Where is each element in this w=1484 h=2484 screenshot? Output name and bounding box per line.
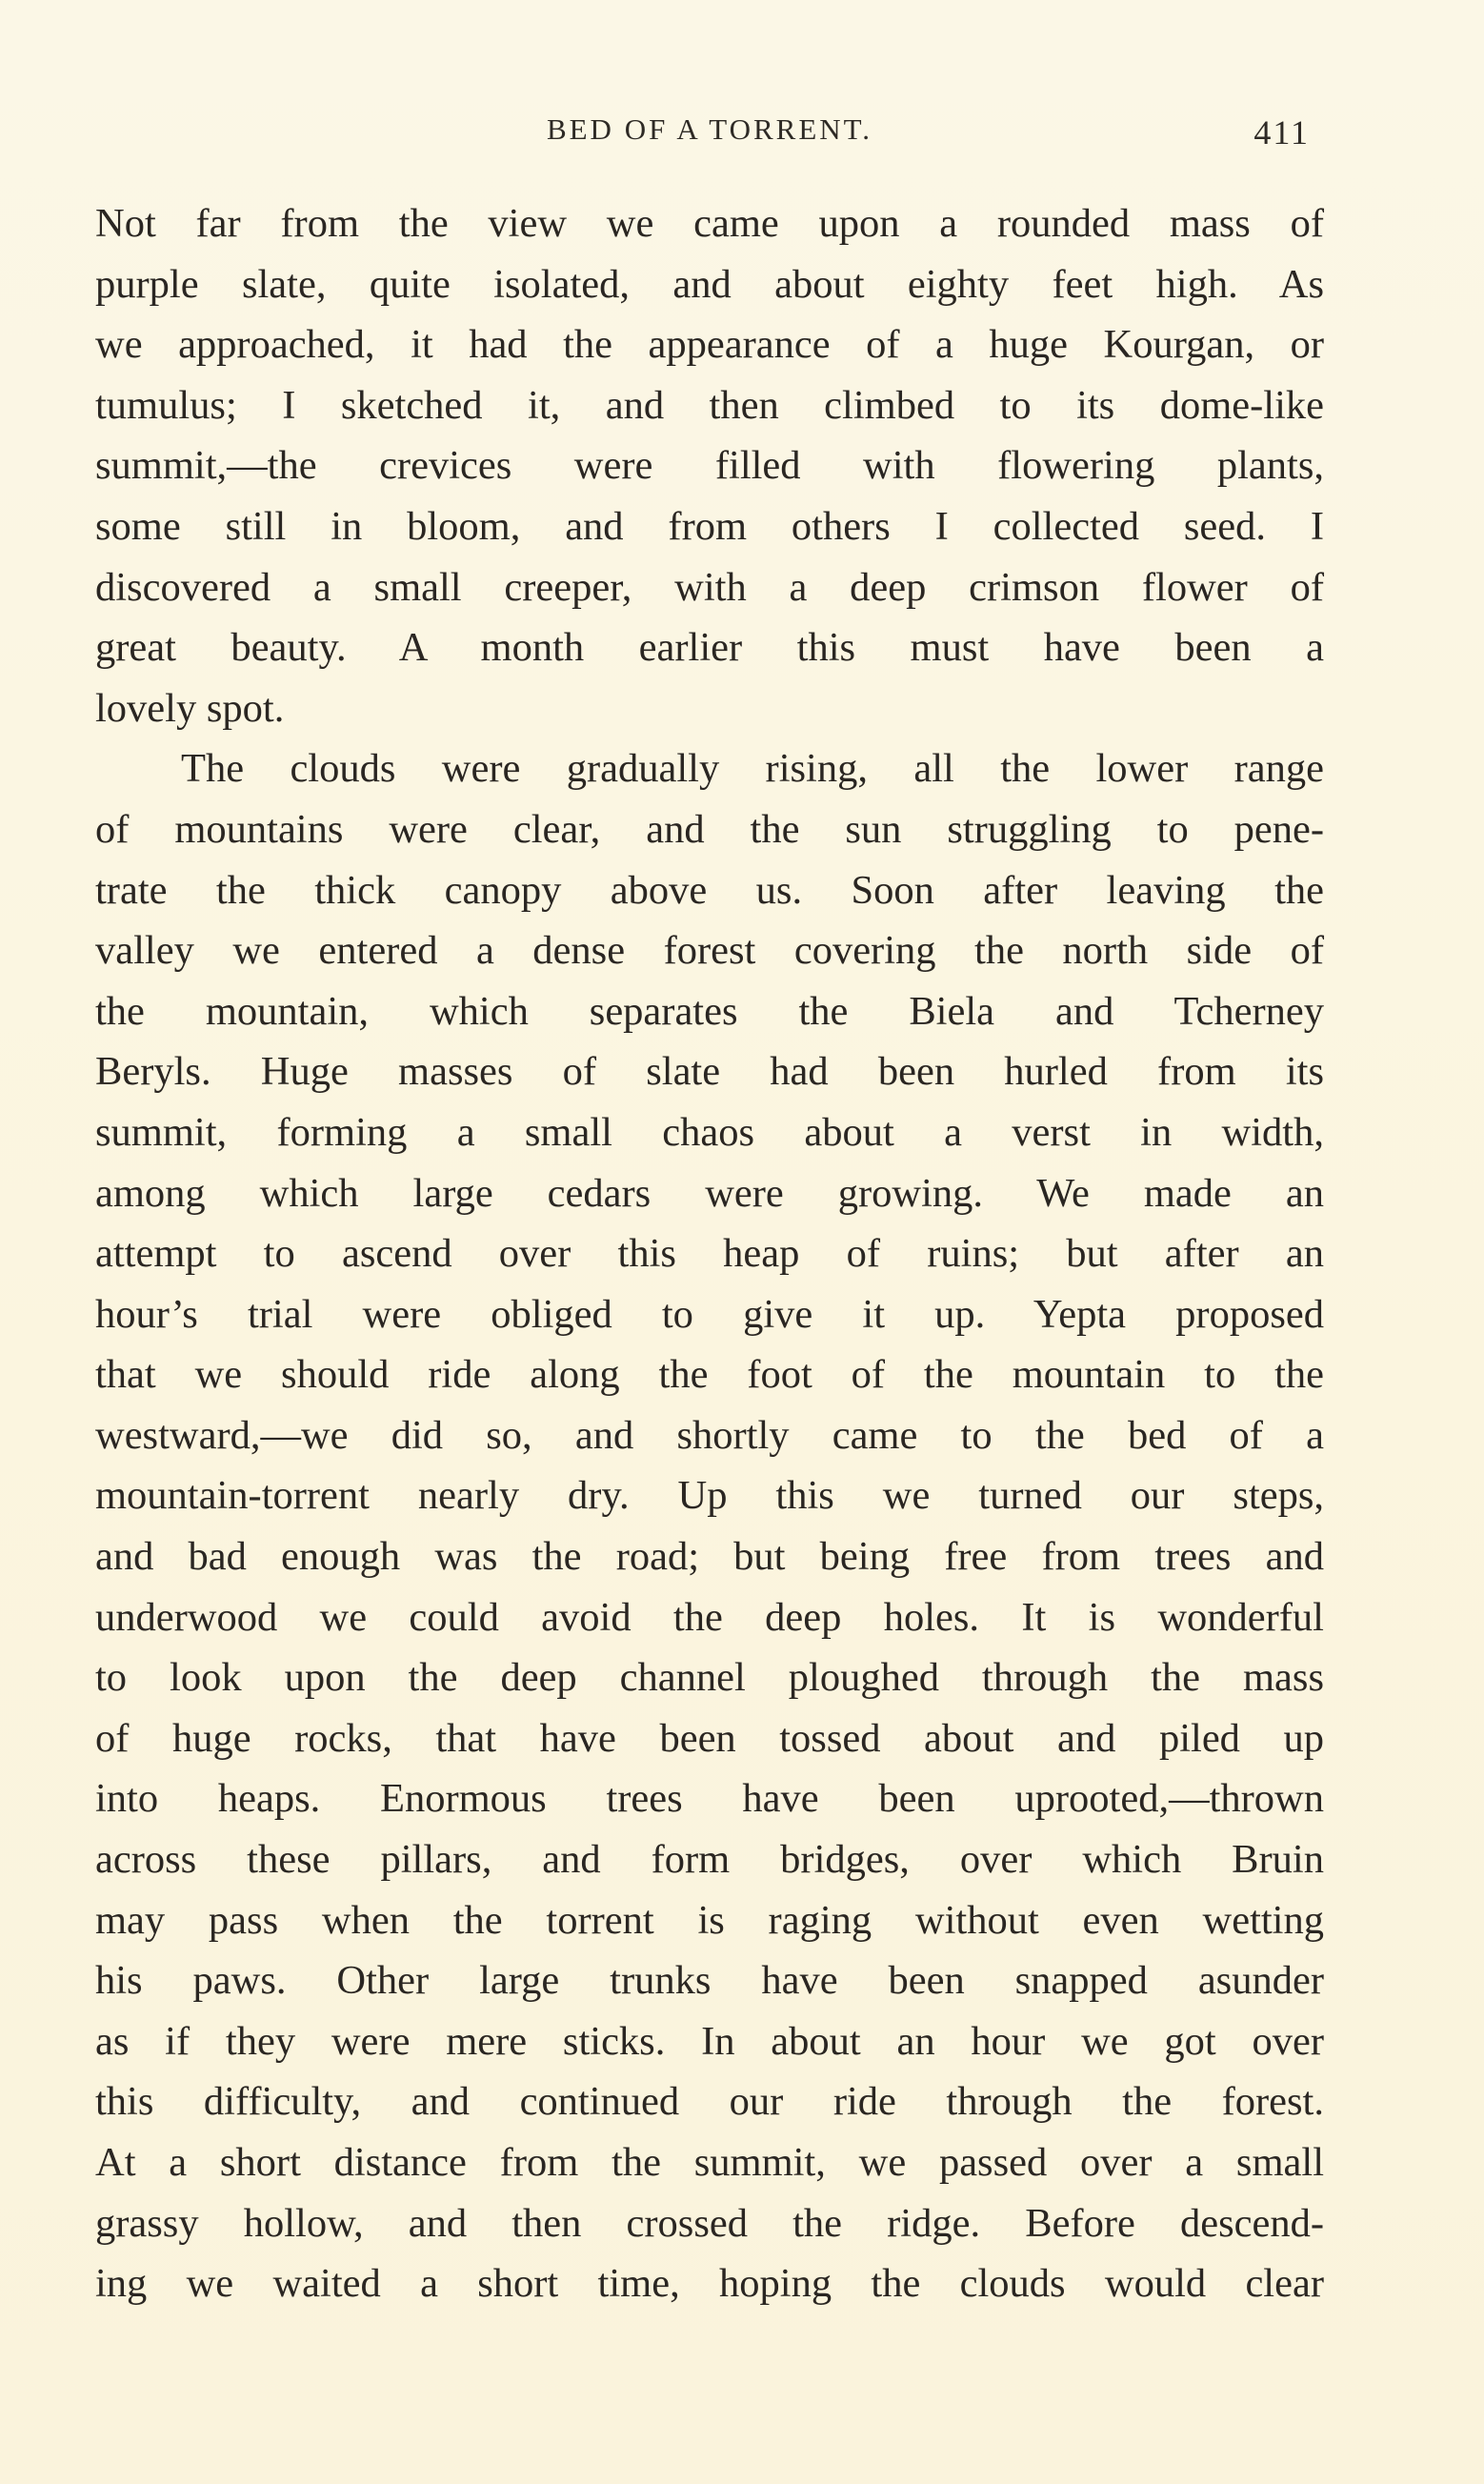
text-line: grassy hollow, and then crossed the ridge. Before descend-	[95, 2200, 1324, 2246]
text-line: Not far from the view we came upon a rounded mass of	[95, 201, 1324, 246]
text-line: great beauty. A month earlier this must have been a	[95, 625, 1324, 671]
text-line: westward,—we did so, and shortly came to the bed of a	[95, 1412, 1324, 1458]
text-line: into heaps. Enormous trees have been uprooted,—thrown	[95, 1776, 1324, 1822]
text-line: Beryls. Huge masses of slate had been hurled from its	[95, 1049, 1324, 1095]
text-line: The clouds were gradually rising, all the lower range	[181, 746, 1324, 792]
text-line: to look upon the deep channel ploughed through the mass	[95, 1655, 1324, 1701]
running-head	[95, 112, 1324, 160]
text-line: of mountains were clear, and the sun struggling to pene-	[95, 806, 1324, 852]
text-line: valley we entered a dense forest covering the north side of	[95, 928, 1324, 974]
text-line: the mountain, which separates the Biela and Tcherney	[95, 988, 1324, 1034]
text-line: of huge rocks, that have been tossed about and piled up	[95, 1715, 1324, 1761]
text-line: some still in bloom, and from others I collected seed. I	[95, 503, 1324, 549]
text-line: tumulus; I sketched it, and then climbed to its dome-like	[95, 382, 1324, 428]
text-line: his paws. Other large trunks have been snapped asunder	[95, 1958, 1324, 2004]
text-line: At a short distance from the summit, we passed over a small	[95, 2140, 1324, 2185]
text-line: we approached, it had the appearance of a huge Kourgan, or	[95, 322, 1324, 368]
text-line: summit,—the crevices were filled with flowering plants,	[95, 443, 1324, 489]
page-number: 411	[1253, 113, 1310, 151]
text-line: underwood we could avoid the deep holes. It is wonderful	[95, 1594, 1324, 1640]
text-line: mountain-torrent nearly dry. Up this we turned our steps,	[95, 1473, 1324, 1519]
text-line: summit, forming a small chaos about a verst in width,	[95, 1109, 1324, 1155]
text-line: across these pillars, and form bridges, over which Bruin	[95, 1837, 1324, 1883]
text-line: trate the thick canopy above us. Soon after leaving the	[95, 867, 1324, 913]
body-text	[95, 193, 1324, 2314]
text-line: ing we waited a short time, hoping the clouds would clear	[95, 2261, 1324, 2307]
text-line: hour’s trial were obliged to give it up. Yepta proposed	[95, 1291, 1324, 1337]
text-line: attempt to ascend over this heap of ruins; but after an	[95, 1231, 1324, 1277]
text-line: and bad enough was the road; but being free from trees and	[95, 1534, 1324, 1580]
text-line: as if they were mere sticks. In about an hour we got over	[95, 2018, 1324, 2064]
text-line: this difficulty, and continued our ride through the forest.	[95, 2079, 1324, 2125]
text-line: may pass when the torrent is raging without even wetting	[95, 1897, 1324, 1943]
text-line: lovely spot.	[95, 685, 285, 731]
running-title: BED OF A TORRENT.	[546, 112, 873, 146]
text-line: that we should ride along the foot of the mountain to the	[95, 1352, 1324, 1398]
text-line: purple slate, quite isolated, and about eighty feet high. As	[95, 261, 1324, 307]
text-line: discovered a small creeper, with a deep crimson flower of	[95, 564, 1324, 610]
text-line: among which large cedars were growing. We made an	[95, 1170, 1324, 1216]
